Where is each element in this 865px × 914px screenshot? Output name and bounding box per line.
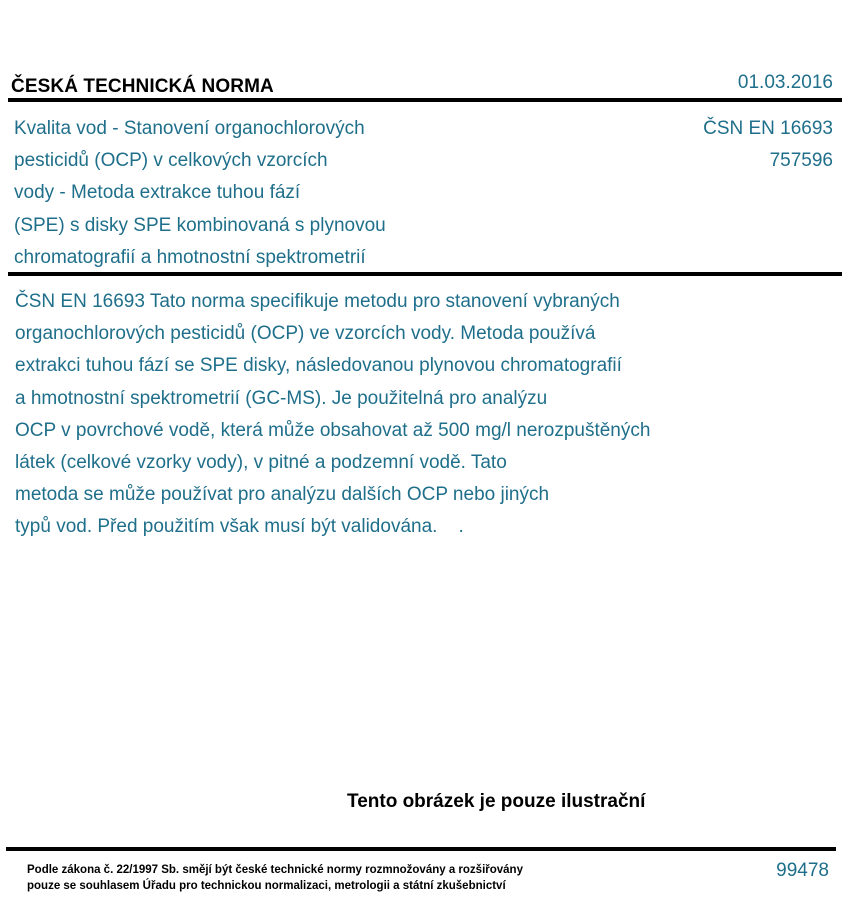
header-rule — [8, 98, 842, 102]
standard-title-line: chromatografií a hmotnostní spektrometrií — [14, 246, 366, 268]
standard-designation: ČSN EN 16693 — [703, 118, 833, 139]
title-rule — [8, 272, 842, 276]
abstract-line: extrakci tuhou fází se SPE disky, následovanou plynovou chromatografií — [15, 355, 622, 377]
footer-rule — [6, 847, 836, 851]
abstract — [15, 286, 775, 544]
abstract-line: látek (celkové vzorky vody), v pitné a podzemní vodě. Tato — [15, 452, 507, 474]
footer-legal-line: pouze se souhlasem Úřadu pro technickou normalizaci, metrologii a státní zkušebnictví — [27, 879, 506, 892]
footer-legal-line: Podle zákona č. 22/1997 Sb. smějí být české technické normy rozmnožovány a rozšiřovány — [27, 864, 523, 876]
standard-title — [14, 113, 494, 274]
standard-title-line: (SPE) s disky SPE kombinovaná s plynovou — [14, 214, 386, 236]
abstract-line: a hmotnostní spektrometrií (GC-MS). Je použitelná pro analýzu — [15, 387, 548, 409]
header-title: ČESKÁ TECHNICKÁ NORMA — [11, 76, 274, 97]
standard-title-line: pesticidů (OCP) v celkových vzorcích — [14, 150, 328, 172]
abstract-line: organochlorových pesticidů (OCP) ve vzorcích vody. Metoda používá — [15, 323, 596, 345]
footer-number: 99478 — [776, 860, 829, 881]
abstract-line: ČSN EN 16693 Tato norma specifikuje metodu pro stanovení vybraných — [15, 291, 620, 312]
header-date: 01.03.2016 — [737, 72, 833, 93]
catalog-number: 757596 — [769, 150, 833, 172]
footer-legal-notice — [27, 863, 523, 894]
standard-codes — [703, 113, 833, 177]
standard-title-line: Kvalita vod - Stanovení organochlorových — [14, 118, 365, 139]
illustration-note: Tento obrázek je pouze ilustrační — [347, 791, 646, 812]
abstract-line: OCP v povrchové vodě, která může obsahovat až 500 mg/l nerozpuštěných — [15, 419, 651, 441]
abstract-line: metoda se může používat pro analýzu dalších OCP nebo jiných — [15, 484, 550, 506]
abstract-line: typů vod. Před použitím však musí být validována. . — [15, 516, 464, 538]
standard-title-line: vody - Metoda extrakce tuhou fází — [14, 182, 301, 204]
